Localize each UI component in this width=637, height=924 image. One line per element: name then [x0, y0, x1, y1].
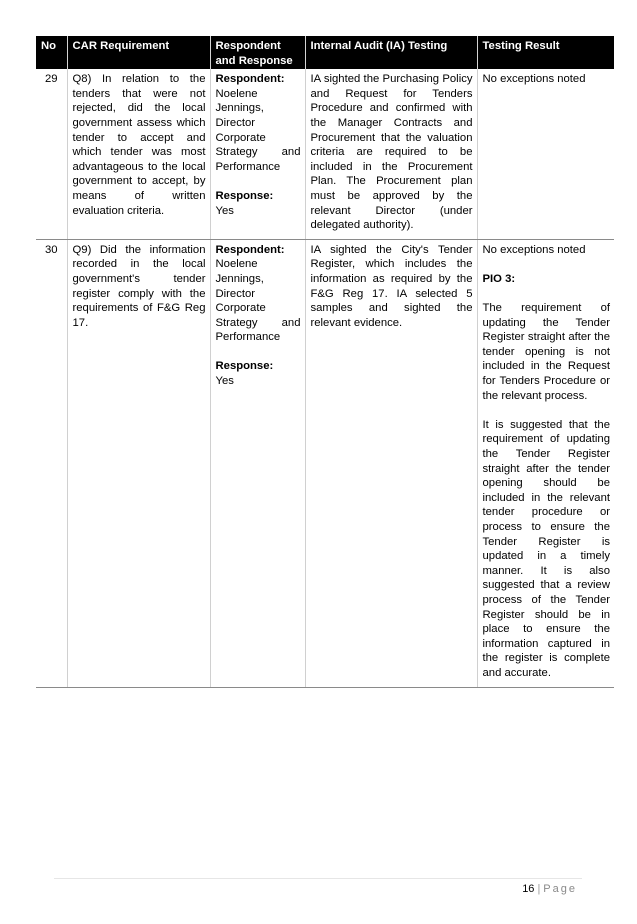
testing-result-cell [477, 239, 614, 687]
respondent-name: Noelene Jennings, Director Corporate Strategy and Performance [215, 258, 301, 344]
page-footer [522, 883, 577, 895]
header-respondent-response: Respondent and Response [210, 36, 305, 69]
footer-divider [54, 878, 582, 879]
car-requirement-cell: Q9) Did the information recorded in the local government's tender register comply with the requirements of F&G Reg 17. [67, 239, 210, 687]
page-word: Page [543, 883, 577, 895]
table-header-row [36, 36, 614, 69]
table-row [36, 69, 614, 239]
page-number: 16 [522, 883, 535, 895]
testing-result-cell [477, 69, 614, 239]
header-no: No [36, 36, 67, 69]
table-row [36, 239, 614, 687]
row-number: 29 [36, 69, 67, 239]
row-number: 30 [36, 239, 67, 687]
pio-label: PIO 3: [482, 272, 516, 285]
response-label: Response: [215, 189, 274, 202]
car-requirement-cell: Q8) In relation to the tenders that were not rejected, did the local government assess which tender to accept and which tender was most advantageous to the local government to accept, by means of written evaluation criteria. [67, 69, 210, 239]
respondent-response-cell [210, 69, 305, 239]
ia-testing-cell: IA sighted the City's Tender Register, which includes the information as required by the F&G Reg 17. IA selected 5 samples and sighted the relevant evidence. [305, 239, 477, 687]
respondent-label: Respondent: [215, 73, 285, 86]
response-value: Yes [215, 204, 234, 217]
pio-suggestion: It is suggested that the requirement of updating the Tender Register straight after the tender opening should be included in the relevant tender procedure or process to ensure the Tender Register is updated in a timely manner. It is also suggested that a review process of the Tender Register should be in place to ensure the information captured in the register is complete and accurate. [482, 418, 610, 679]
response-value: Yes [215, 375, 234, 388]
header-car-requirement: CAR Requirement [67, 36, 210, 69]
footer-separator: | [537, 883, 541, 895]
car-audit-table [36, 36, 614, 688]
testing-result-text: No exceptions noted [482, 73, 586, 86]
response-label: Response: [215, 360, 274, 373]
header-ia-testing: Internal Audit (IA) Testing [305, 36, 477, 69]
header-testing-result: Testing Result [477, 36, 614, 69]
respondent-label: Respondent: [215, 243, 285, 256]
testing-result-text: No exceptions noted [482, 243, 586, 256]
pio-finding: The requirement of updating the Tender Register straight after the tender opening is not included in the Request for Tenders Procedure or the relevant process. [482, 302, 610, 402]
respondent-response-cell [210, 239, 305, 687]
ia-testing-cell: IA sighted the Purchasing Policy and Request for Tenders Procedure and confirmed with the Manager Contracts and Procurement that the valuation criteria are required to be included in the Procurement Plan. The Procurement plan must be approved by the relevant Director (under delegated authority). [305, 69, 477, 239]
respondent-name: Noelene Jennings, Director Corporate Strategy and Performance [215, 87, 301, 173]
